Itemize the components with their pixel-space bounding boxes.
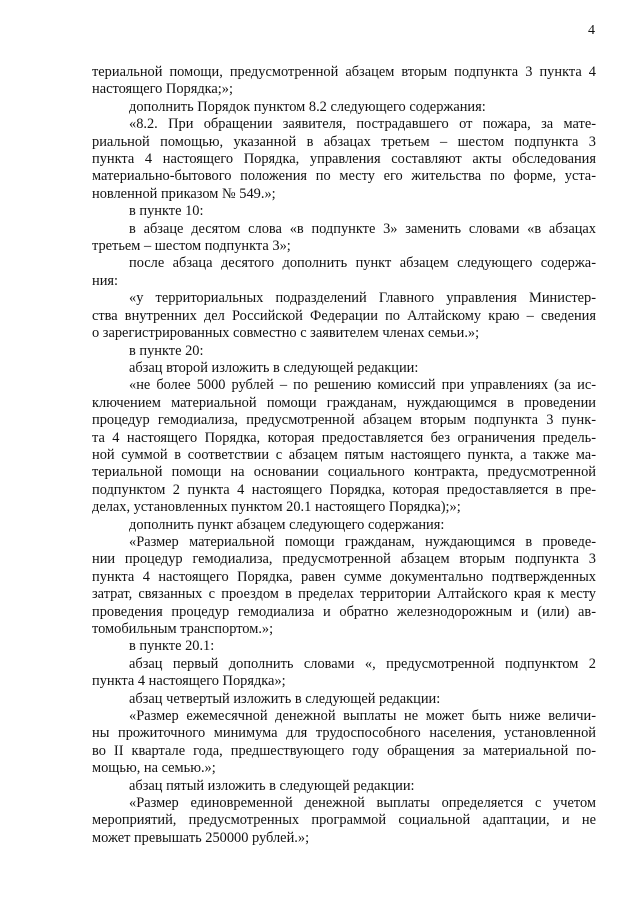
text-line: пункта 4 настоящего Порядка, равен сумме документально подтвержденных <box>92 568 596 585</box>
text-line: в абзаце десятом слова «в подпункте 3» заменить словами «в абзацах <box>129 220 596 237</box>
text-line: может превышать 250000 рублей.»; <box>92 829 310 846</box>
text-line: третьем – шестом подпункта 3»; <box>92 238 291 255</box>
text-line: дополнить пункт абзацем следующего содержания: <box>129 516 445 533</box>
text-line: «у территориальных подразделений Главного управления Министер- <box>129 290 596 307</box>
text-line: подпунктом 2 пункта 4 настоящего Порядка, которая предоставляется в пре- <box>92 481 596 498</box>
text-line: «не более 5000 рублей – по решению комиссий при управлениях (за ис- <box>129 377 596 394</box>
text-line: новленной приказом № 549.»; <box>92 185 276 202</box>
text-line: «8.2. При обращении заявителя, пострадавшего от пожара, за мате- <box>129 116 596 133</box>
text-line: мероприятий, предусмотренных программой социальной адаптации, и не <box>92 812 596 829</box>
text-line: пункта 4 настоящего Порядка»; <box>92 673 286 690</box>
text-line: после абзаца десятого дополнить пункт абзацем следующего содержа- <box>129 255 596 272</box>
page-number: 4 <box>588 23 595 38</box>
text-line: затрат, связанных с проездом в пределах территории Алтайского края к месту <box>92 586 596 603</box>
text-line: дополнить Порядок пунктом 8.2 следующего содержания: <box>129 98 486 115</box>
text-line: ной суммой в соответствии с абзацем пятым настоящего пункта, а также ма- <box>92 446 596 463</box>
text-line: абзац второй изложить в следующей редакции: <box>129 359 419 376</box>
text-line: нии процедур гемодиализа, предусмотренной абзацем вторым подпункта 3 <box>92 551 596 568</box>
text-line: ключением материальной помощи гражданам, нуждающимся в проведении <box>92 394 596 411</box>
text-line: териальной помощи, предусмотренной абзацем вторым подпункта 3 пункта 4 <box>92 64 596 80</box>
text-line: о зарегистрированных совместно с заявителем членах семьи.»; <box>92 325 480 342</box>
text-line: «Размер ежемесячной денежной выплаты не может быть ниже величи- <box>129 708 596 725</box>
text-line: «Размер материальной помощи гражданам, нуждающимся в проведе- <box>129 533 596 550</box>
text-line: в пункте 20: <box>129 342 204 359</box>
text-line: томобильным транспортом.»; <box>92 621 274 637</box>
text-line: ны прожиточного минимума для трудоспособного населения, установленной <box>92 725 596 742</box>
text-line: териальной помощи на основании социального контракта, предусмотренной <box>92 464 596 481</box>
text-line: ния: <box>92 272 119 289</box>
document-body <box>92 64 596 847</box>
text-line: процедур гемодиализа, предусмотренной абзацем вторым подпункта 3 пунк- <box>92 412 596 429</box>
text-line: материально-бытового положения по месту его жительства по форме, уста- <box>92 168 596 185</box>
text-line: абзац пятый изложить в следующей редакции: <box>129 777 415 794</box>
text-line: пункта 4 настоящего Порядка, управления составляют акты обследования <box>92 151 596 168</box>
text-line: абзац четвертый изложить в следующей редакции: <box>129 690 441 707</box>
text-line: в пункте 20.1: <box>129 638 215 655</box>
text-line: во II квартале года, предшествующего году обращения за материальной по- <box>92 742 596 759</box>
text-line: делах, установленных пунктом 20.1 настоящего Порядка);»; <box>92 499 461 516</box>
text-line: проведения процедур гемодиализа и обратно железнодорожным и (или) ав- <box>92 603 596 620</box>
text-line: в пункте 10: <box>129 203 204 220</box>
text-line: ства внутренних дел Российской Федерации по Алтайскому краю – сведения <box>92 307 596 324</box>
text-line: «Размер единовременной денежной выплаты определяется с учетом <box>129 795 596 812</box>
text-line: мощью, на семью.»; <box>92 760 216 777</box>
text-line: абзац первый дополнить словами «, предусмотренной подпунктом 2 <box>129 655 596 672</box>
text-line: риальной помощью, указанной в абзацах третьем – шестом подпункта 3 <box>92 133 596 150</box>
text-line: та 4 настоящего Порядка, которая предоставляется без ограничения предель- <box>92 429 596 446</box>
text-line: настоящего Порядка;»; <box>92 81 233 98</box>
